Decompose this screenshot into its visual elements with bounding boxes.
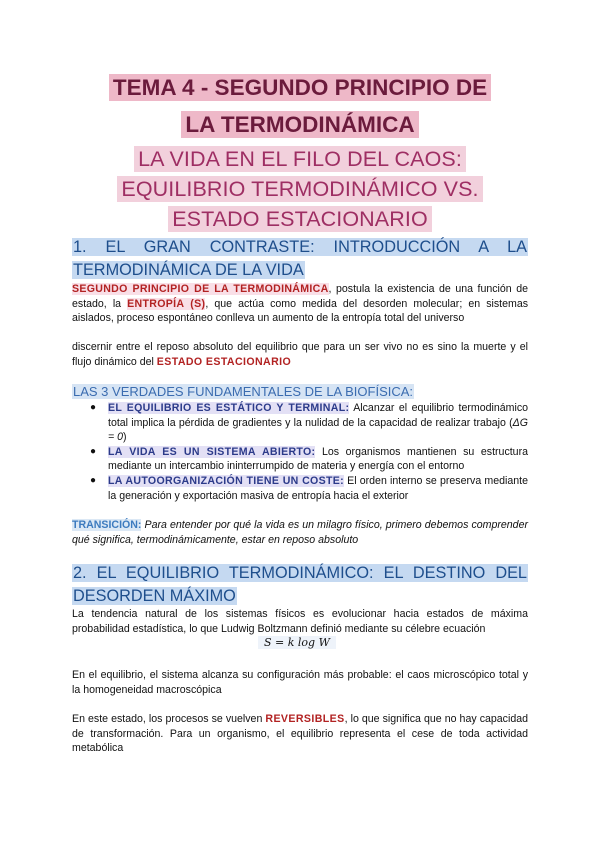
section1-heading (72, 236, 528, 282)
section2-heading-line-2: DESORDEN MÁXIMO (73, 587, 236, 605)
steady-state-term: ESTADO ESTACIONARIO (156, 355, 292, 368)
section2-heading (72, 562, 528, 608)
transition-paragraph: TRANSICIÓN: Para entender por qué la vida es un milagro físico, primero debemos comprender qué significa, termodinámicamente, estar en reposo absoluto (72, 519, 528, 546)
section2-paragraph-3: En este estado, los procesos se vuelven REVERSIBLES, lo que significa que no hay capacidad de transformación. Para un organismo, el equilibrio representa el cese de toda actividad metabólica (72, 713, 528, 755)
section2-heading-line-1: 2. EL EQUILIBRIO TERMODINÁMICO: EL DESTINO DEL (73, 564, 527, 582)
bullet-icon: ● (90, 402, 97, 413)
verdades-list (90, 401, 528, 503)
reversible-term: REVERSIBLES (265, 713, 345, 725)
bullet-icon: ● (90, 445, 97, 457)
subtitle-line-1: LA VIDA EN EL FILO DEL CAOS: (134, 146, 466, 172)
transition-label: TRANSICIÓN: (72, 519, 142, 531)
title-line-1: TEMA 4 - SEGUNDO PRINCIPIO DE (109, 74, 491, 101)
boltzmann-equation: S = k log W (258, 636, 336, 649)
subtitle-line-2: EQUILIBRIO TERMODINÁMICO VS. (117, 176, 482, 202)
list-item: ● LA AUTOORGANIZACIÓN TIENE UN COSTE: El orden interno se preserva mediante la generación y exportación masiva de entropía hacia el exterior (90, 474, 528, 502)
section2-paragraph-1: La tendencia natural de los sistemas físicos es evolucionar hacia estados de máxima probabilidad estadística, lo que Ludwig Boltzmann definió mediante su célebre ecuación (72, 608, 528, 635)
section1-paragraph-2: discernir entre el reposo absoluto del equilibrio que para un ser vivo no es sino la muerte y el flujo dinámico del ESTADO ESTACIONARIO (72, 341, 528, 368)
document-title (0, 74, 600, 148)
bullet-icon: ● (90, 474, 97, 486)
subtitle-line-3: ESTADO ESTACIONARIO (168, 206, 432, 232)
document-subtitle (0, 146, 600, 236)
second-law-term: SEGUNDO PRINCIPIO DE LA TERMODINÁMICA (72, 283, 329, 295)
entropy-term: ENTROPÍA (S) (127, 297, 206, 310)
section1-paragraph-1: SEGUNDO PRINCIPIO DE LA TERMODINÁMICA, postula la existencia de una función de estado, la ENTROPÍA (S), que actúa como medida del desorden molecular; en sistemas aislados, proceso espontáneo conlleva un aumento de la entropía total del universo (72, 283, 529, 325)
section1-heading-line-2: TERMODINÁMICA DE LA VIDA (73, 261, 304, 279)
section1-heading-line-1: 1. EL GRAN CONTRASTE: INTRODUCCIÓN A LA (73, 238, 527, 256)
delta-g-formula: ΔG = 0 (108, 416, 528, 444)
list-item: ● LA VIDA ES UN SISTEMA ABIERTO: Los organismos mantienen su estructura mediante un intercambio ininterrumpido de materia y energía con el entorno (90, 445, 528, 473)
list-item: ● EL EQUILIBRIO ES ESTÁTICO Y TERMINAL: Alcanzar el equilibrio termodinámico total implica la pérdida de gradientes y la nulidad de la capacidad de realizar trabajo (ΔG = 0) (90, 402, 529, 444)
verdades-heading: LAS 3 VERDADES FUNDAMENTALES DE LA BIOFÍSICA: (73, 384, 414, 399)
title-line-2: LA TERMODINÁMICA (181, 111, 418, 138)
section2-paragraph-2: En el equilibrio, el sistema alcanza su configuración más probable: el caos microscópico total y la homogeneidad macroscópica (72, 669, 528, 696)
